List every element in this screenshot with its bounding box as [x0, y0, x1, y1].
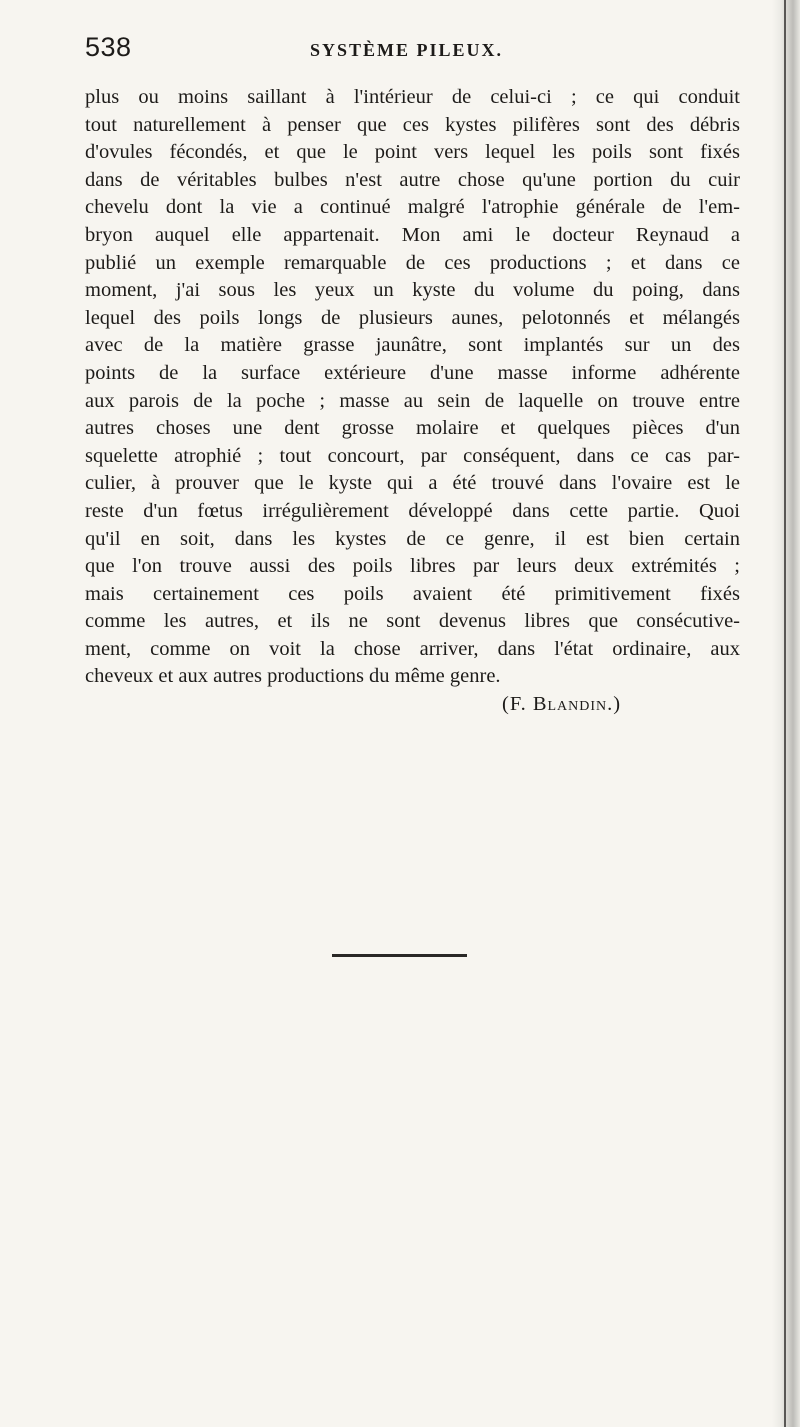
body-text: [85, 84, 740, 719]
binding-edge-line: [784, 0, 786, 1427]
text-line-20: comme les autres, et ils ne sont devenus libres que consécutive-: [85, 610, 740, 633]
text-line-1: plus ou moins saillant à l'intérieur de celui-ci ; ce qui conduit: [85, 86, 740, 108]
text-line-19: mais certainement ces poils avaient été primitivement fixés: [85, 582, 740, 605]
author-signature: (F. Blandin.): [502, 693, 622, 716]
text-line-12: aux parois de la poche ; masse au sein de laquelle on trouve entre: [85, 389, 740, 412]
text-line-18: que l'on trouve aussi des poils libres par leurs deux extrémités ;: [85, 555, 740, 578]
text-line-17: qu'il en soit, dans les kystes de ce genre, il est bien certain: [85, 527, 740, 550]
text-line-8: moment, j'ai sous les yeux un kyste du volume du poing, dans: [85, 279, 740, 302]
text-line-15: culier, à prouver que le kyste qui a été trouvé dans l'ovaire est le: [85, 472, 740, 495]
text-line-21: ment, comme on voit la chose arriver, dans l'état ordinaire, aux: [85, 637, 740, 660]
text-line-9: lequel des poils longs de plusieurs aunes, pelotonnés et mélangés: [85, 306, 740, 329]
page-header: [82, 32, 742, 72]
text-line-7: publié un exemple remarquable de ces productions ; et dans ce: [85, 251, 740, 274]
text-line-10: avec de la matière grasse jaunâtre, sont implantés sur un des: [85, 334, 740, 357]
running-head: SYSTÈME PILEUX.: [310, 40, 504, 60]
text-line-3: d'ovules fécondés, et que le point vers lequel les poils sont fixés: [85, 141, 740, 164]
text-line-5: chevelu dont la vie a continué malgré l'atrophie générale de l'em-: [85, 196, 740, 219]
text-line-13: autres choses une dent grosse molaire et quelques pièces d'un: [85, 417, 740, 440]
text-line-16: reste d'un fœtus irrégulièrement développé dans cette partie. Quoi: [85, 499, 740, 522]
page-edge-shadow: [772, 0, 800, 1427]
text-line-14: squelette atrophié ; tout concourt, par conséquent, dans ce cas par-: [85, 444, 740, 467]
end-rule: [332, 954, 467, 957]
text-line-2: tout naturellement à penser que ces kystes pilifères sont des débris: [85, 113, 740, 136]
text-line-4: dans de véritables bulbes n'est autre chose qu'une portion du cuir: [85, 168, 740, 191]
text-line-11: points de la surface extérieure d'une masse informe adhérente: [85, 361, 740, 384]
text-line-22: cheveux et aux autres productions du même genre.: [85, 665, 501, 688]
text-line-6: bryon auquel elle appartenait. Mon ami le docteur Reynaud a: [85, 223, 740, 246]
page-number: 538: [85, 32, 132, 62]
